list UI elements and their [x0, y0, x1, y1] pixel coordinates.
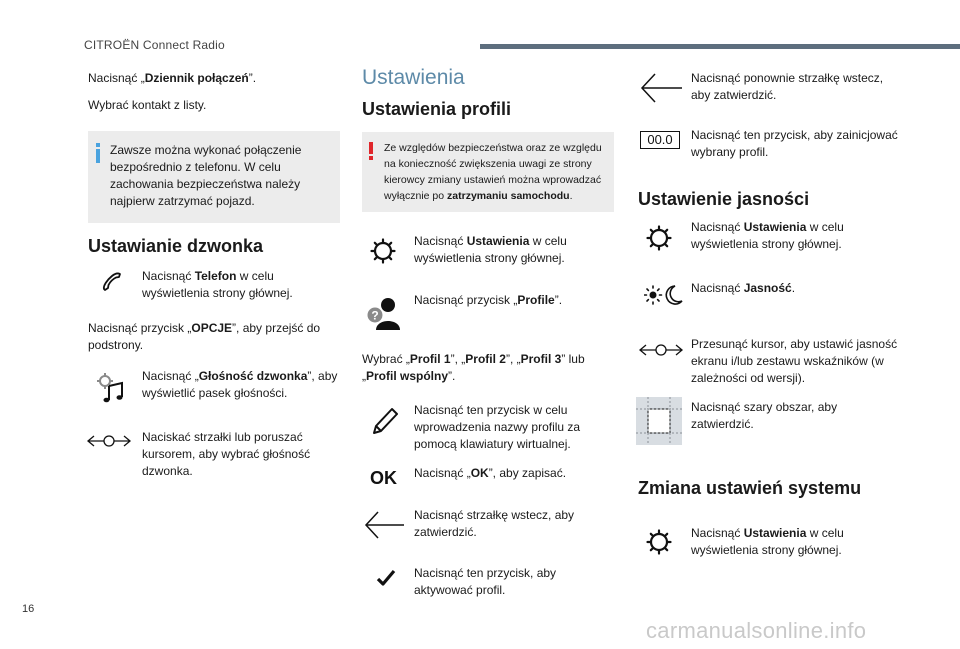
profiles-step-4: Nacisnąć „OK”, aby zapisać.: [414, 466, 567, 480]
brightness-step-3: Przesunąć kursor, aby ustawić jasność ekranu i/lub zestawu wskaźników (w zależności od wersji).: [691, 337, 898, 385]
header-bar: [480, 44, 960, 49]
page-number: 16: [22, 603, 35, 615]
profiles-step-2: Nacisnąć przycisk „Profile”.: [414, 293, 563, 307]
profiles-step-6: Nacisnąć ten przycisk, aby aktywować profil.: [414, 566, 557, 597]
ringtone-step-3: Naciskać strzałki lub poruszać kursorem, aby wybrać głośność dzwonka.: [142, 430, 311, 478]
pencil-icon: [370, 405, 400, 437]
settings-title: Ustawienia: [362, 66, 465, 89]
svg-text:?: ?: [371, 308, 379, 323]
brightness-step-1: Nacisnąć Ustawienia w celu wyświetlenia strony głównej.: [691, 220, 844, 251]
reset-counter-icon: 00.0: [640, 131, 680, 149]
warning-box: [362, 132, 614, 212]
info-icon: [94, 143, 102, 163]
manual-header-title: CITROËN Connect Radio: [84, 38, 225, 52]
checkmark-icon: [376, 569, 396, 587]
profiles-step-5: Nacisnąć strzałkę wstecz, aby zatwierdzić.: [414, 508, 575, 539]
col3-step-1: Nacisnąć ponownie strzałkę wstecz, aby zatwierdzić.: [691, 71, 884, 102]
system-step-1: Nacisnąć Ustawienia w celu wyświetlenia strony głównej.: [691, 526, 844, 557]
slider-arrows-icon: [86, 431, 132, 451]
warning-icon: [368, 142, 374, 160]
profile-user-icon: [366, 296, 406, 332]
grey-area-icon: [636, 397, 682, 445]
section-system-title: Zmiana ustawień systemu: [638, 478, 862, 498]
ringtone-step-2: Nacisnąć „Głośność dzwonka”, aby wyświetlić pasek głośności.: [142, 369, 338, 400]
tip-text: Zawsze można wykonać połączenie bezpośrednio z telefonu. W celu zachowania bezpieczeństwa należy najpierw zatrzymać pojazd.: [110, 143, 302, 208]
profiles-step-3: Nacisnąć ten przycisk w celu wprowadzenia nazwy profilu za pomocą klawiatury wirtualnej.: [414, 403, 581, 451]
ringtone-step-1: Nacisnąć Telefon w celu wyświetlenia strony głównej.: [142, 269, 293, 300]
section-ringtone-title: Ustawianie dzwonka: [88, 236, 264, 256]
section-profiles-title: Ustawienia profili: [362, 99, 512, 119]
sun-moon-icon: [644, 284, 684, 306]
settings-gear-icon: [646, 529, 672, 555]
settings-gear-icon: [370, 238, 396, 264]
brightness-step-4: Nacisnąć szary obszar, aby zatwierdzić.: [691, 400, 838, 431]
profiles-step-1: Nacisnąć Ustawienia w celu wyświetlenia strony głównej.: [414, 234, 567, 265]
back-arrow-icon: [364, 510, 406, 540]
tip-box: [88, 131, 340, 223]
ok-icon: OK: [370, 468, 397, 488]
section-brightness-title: Ustawienie jasności: [638, 189, 810, 209]
slider-cursor-icon: [638, 340, 684, 360]
brightness-step-2: Nacisnąć Jasność.: [691, 281, 796, 295]
call-log-paragraph: Nacisnąć „Dziennik połączeń”.: [88, 71, 257, 85]
col3-step-2: Nacisnąć ten przycisk, aby zainicjować wybrany profil.: [691, 128, 898, 159]
options-paragraph: Nacisnąć przycisk „OPCJE”, aby przejść do podstrony.: [88, 321, 321, 352]
ringtone-settings-icon: [96, 372, 128, 404]
choose-profile-paragraph: Wybrać „Profil 1”, „Profil 2”, „Profil 3” lub „Profil wspólny”.: [362, 352, 585, 383]
watermark-text: carmanualsonline.info: [646, 618, 867, 643]
back-arrow-icon: [640, 72, 684, 104]
settings-gear-icon: [646, 225, 672, 251]
phone-icon: [100, 270, 124, 294]
choose-contact-paragraph: Wybrać kontakt z listy.: [88, 98, 207, 112]
warning-text: Ze względów bezpieczeństwa oraz ze względu na konieczność zwiększenia uwagi ze strony kierowcy zmiany ustawień można wprowadzać wyłącznie po zatrzymaniu samochodu.: [384, 142, 602, 202]
